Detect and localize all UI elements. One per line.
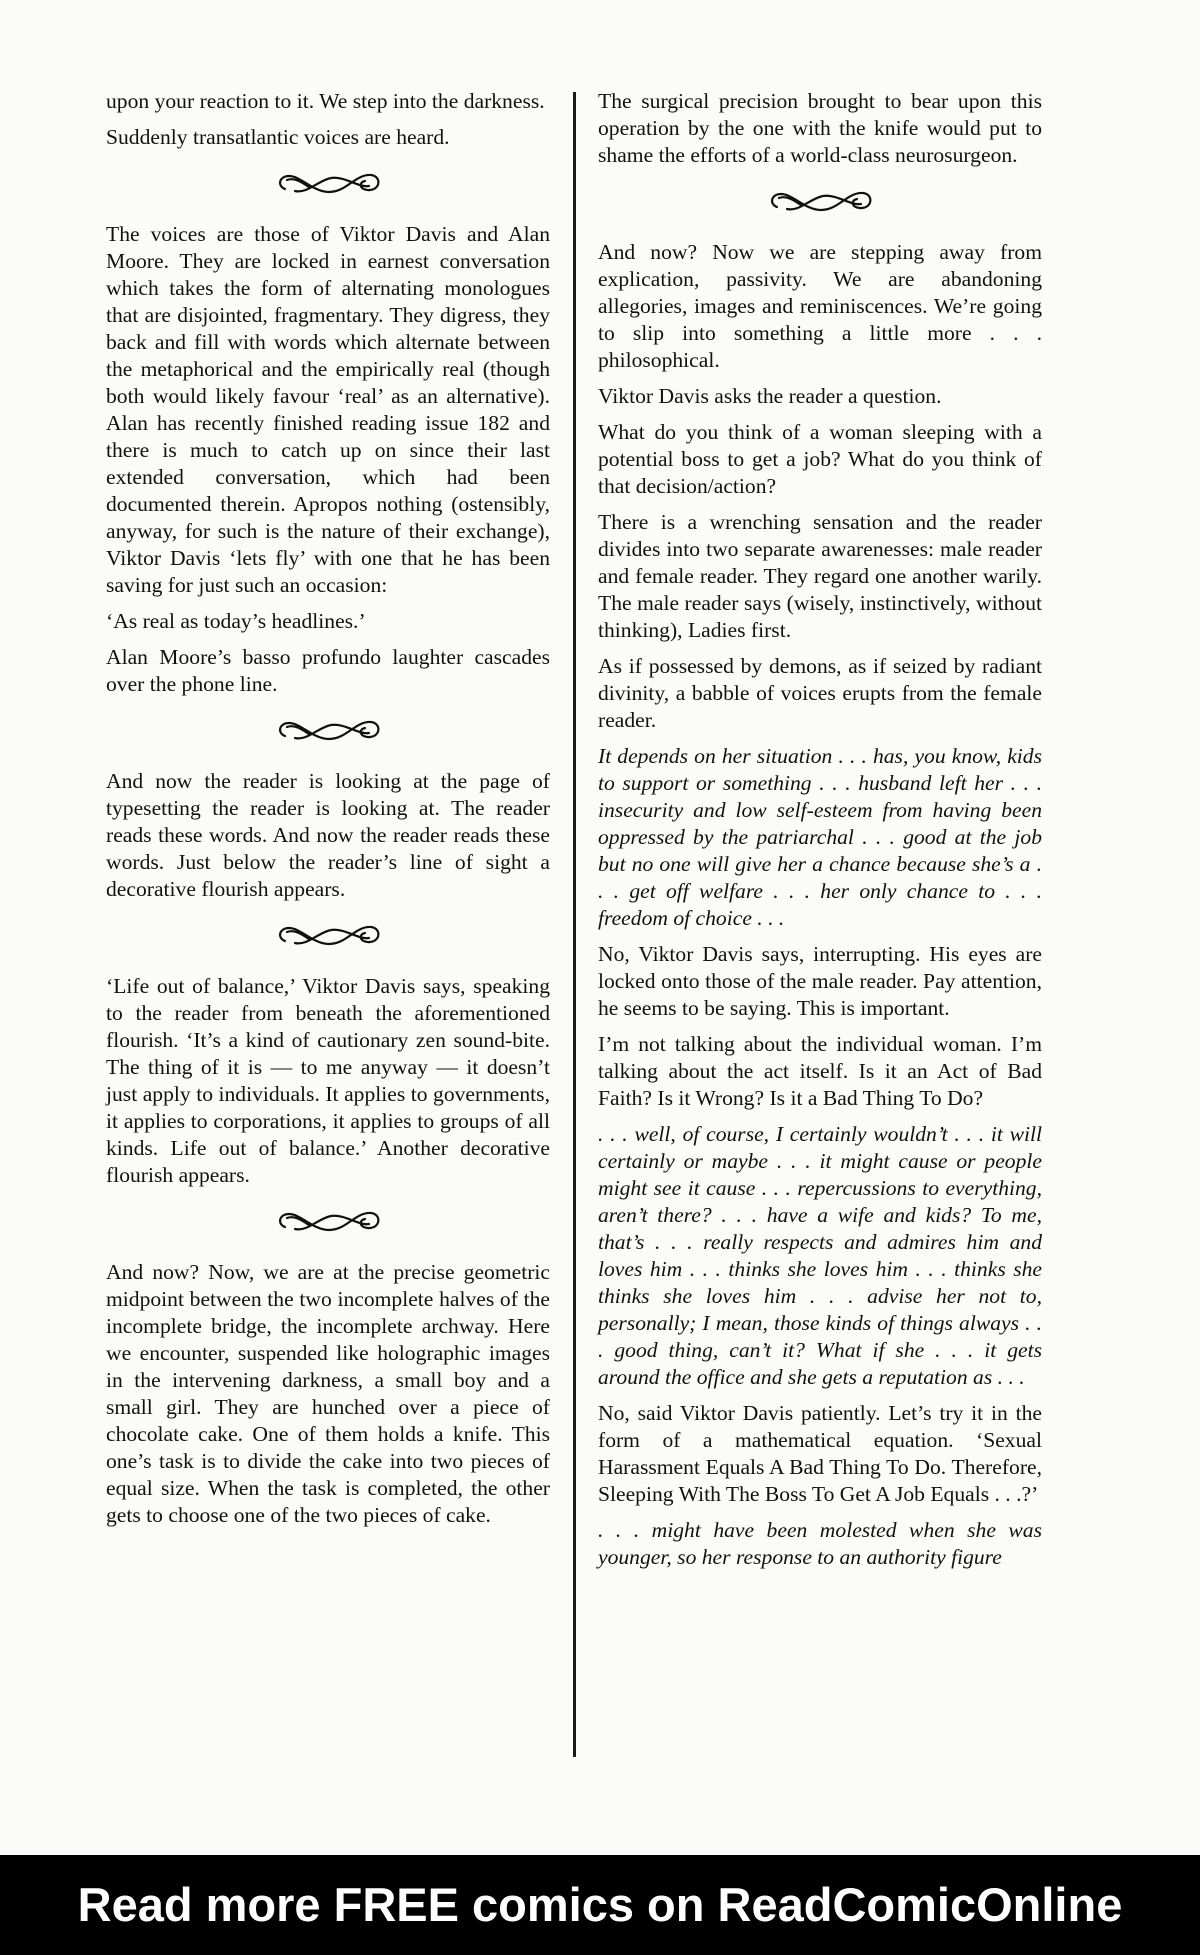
text-column-right (598, 88, 1042, 1580)
paragraph: Alan Moore’s basso profundo laughter cascades over the phone line. (106, 645, 550, 696)
decorative-flourish-icon (273, 918, 383, 952)
paragraph: ‘Life out of balance,’ Viktor Davis says, speaking to the reader from beneath the aforementioned flourish. ‘It’s a kind of cautionary zen sound-bite. The thing of it is — to me anyway — it doesn’t just apply to individuals. It applies to governments, it applies to corporations, it applies to groups of all kinds. Life out of balance.’ Another decorative flourish appears. (106, 974, 550, 1187)
paragraph: What do you think of a woman sleeping with a potential boss to get a job? What do you think of that decision/action? (598, 420, 1042, 498)
italic-paragraph: . . . well, of course, I certainly wouldn’t . . . it will certainly or maybe . . . it might cause or people might see it cause . . . repercussions to everything, aren’t there? . . . have a wife and kids? To me, that’s . . . really respects and admires him and loves him . . . thinks she loves him . . . thinks she thinks she loves him . . . advise her not to, personally; I mean, those kinds of things always . . . good thing, can’t it? What if she . . . it gets around the office and she gets a reputation as . . . (598, 1122, 1042, 1389)
paragraph: I’m not talking about the individual woman. I’m talking about the act itself. Is it an Act of Bad Faith? Is it Wrong? Is it a Bad Thing To Do? (598, 1032, 1042, 1110)
paragraph: And now the reader is looking at the page of typesetting the reader is looking at. The reader reads these words. And now the reader reads these words. Just below the reader’s line of sight a decorative flourish appears. (106, 769, 550, 901)
decorative-flourish-icon (273, 1204, 383, 1238)
text-column-left (106, 88, 550, 1538)
italic-paragraph: . . . might have been molested when she was younger, so her response to an authority figure (598, 1518, 1042, 1569)
paragraph: Suddenly transatlantic voices are heard. (106, 125, 450, 149)
paragraph: There is a wrenching sensation and the reader divides into two separate awarenesses: male reader and female reader. They regard one another warily. The male reader says (wisely, instinctively, without thinking), Ladies first. (598, 510, 1042, 642)
paragraph: And now? Now, we are at the precise geometric midpoint between the two incomplete halves of the incomplete bridge, the incomplete archway. Here we encounter, suspended like holographic images in the intervening darkness, a small boy and a small girl. They are hunched over a piece of chocolate cake. One of them holds a knife. This one’s task is to divide the cake into two pieces of equal size. When the task is completed, the other gets to choose one of the two pieces of cake. (106, 1260, 550, 1527)
column-divider (573, 92, 576, 1757)
paragraph: No, said Viktor Davis patiently. Let’s try it in the form of a mathematical equation. ‘Sexual Harassment Equals A Bad Thing To Do. Therefore, Sleeping With The Boss To Get A Job Equals . . .?’ (598, 1401, 1042, 1506)
paragraph: No, Viktor Davis says, interrupting. His eyes are locked onto those of the male reader. Pay attention, he seems to be saying. This is important. (598, 942, 1042, 1020)
paragraph: upon your reaction to it. We step into the darkness. (106, 89, 545, 113)
decorative-flourish-icon (273, 166, 383, 200)
paragraph: The surgical precision brought to bear upon this operation by the one with the knife would put to shame the efforts of a world-class neurosurgeon. (598, 89, 1042, 167)
paragraph: As if possessed by demons, as if seized by radiant divinity, a babble of voices erupts from the female reader. (598, 654, 1042, 732)
paragraph: The voices are those of Viktor Davis and Alan Moore. They are locked in earnest conversation which takes the form of alternating monologues that are disjointed, fragmentary. They digress, they back and fill with words which alternate between the metaphorical and the empirically real (though both would likely favour ‘real’ as an alternative). Alan has recently finished reading issue 182 and there is much to catch up on since their last extended conversation, which had been documented therein. Apropos nothing (ostensibly, anyway, for such is the nature of their exchange), Viktor Davis ‘lets fly’ with one that he has been saving for just such an occasion: (106, 222, 550, 597)
italic-paragraph: It depends on her situation . . . has, you know, kids to support or something . . . husband left her . . . insecurity and low self-esteem from having been oppressed by the patriarchal . . . good at the job but no one will give her a chance because she’s a . . . get off welfare . . . her only chance to . . . freedom of choice . . . (598, 744, 1042, 930)
decorative-flourish-icon (765, 184, 875, 218)
promo-banner[interactable]: Read more FREE comics on ReadComicOnline (0, 1855, 1200, 1955)
paragraph: And now? Now we are stepping away from explication, passivity. We are abandoning allegories, images and reminiscences. We’re going to slip into something a little more . . . philosophical. (598, 240, 1042, 372)
paragraph: ‘As real as today’s headlines.’ (106, 609, 366, 633)
paragraph: Viktor Davis asks the reader a question. (598, 384, 942, 408)
decorative-flourish-icon (273, 713, 383, 747)
